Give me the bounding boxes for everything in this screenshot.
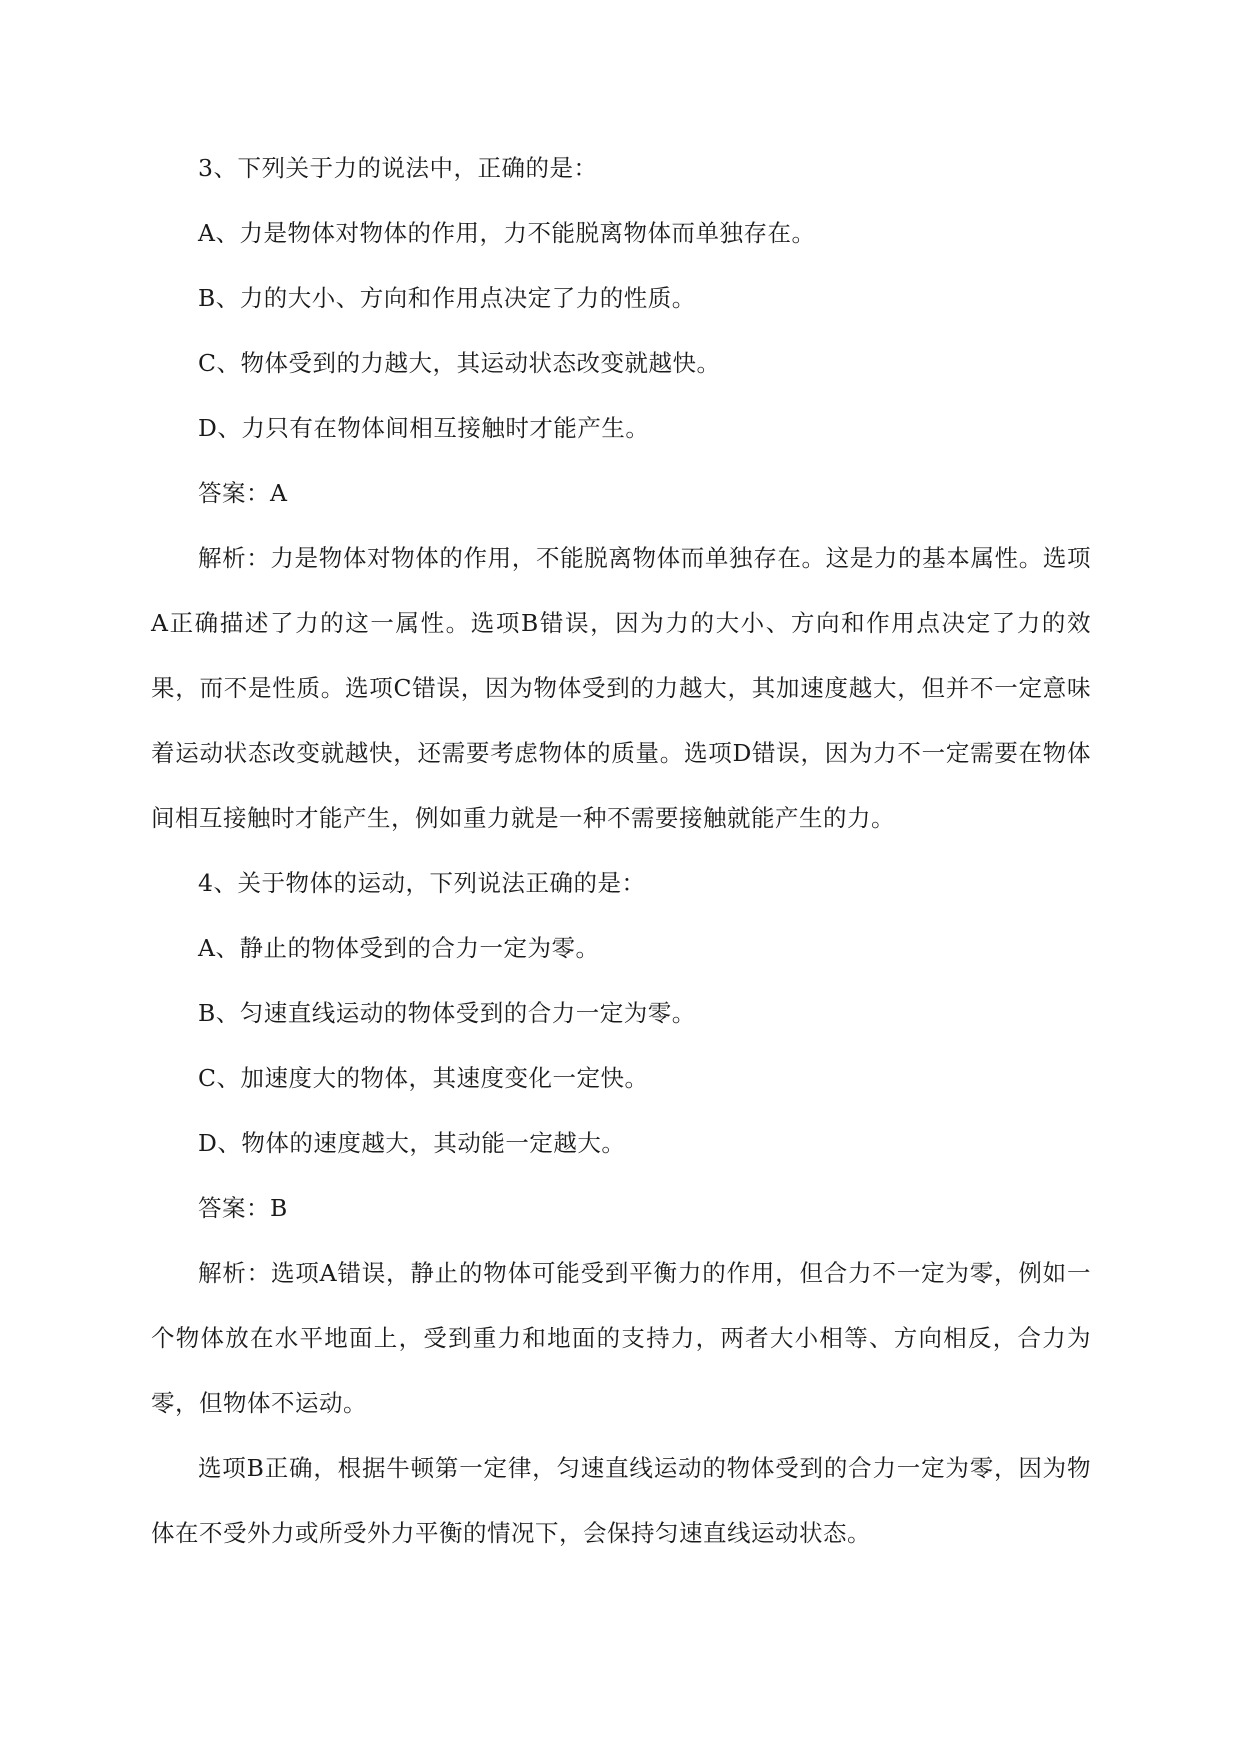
page-content (151, 136, 1091, 1566)
question-4-analysis-1: 解析：选项A错误，静止的物体可能受到平衡力的作用，但合力不一定为零，例如一个物体放在水平地面上，受到重力和地面的支持力，两者大小相等、方向相反，合力为零，但物体不运动。 (151, 1259, 1091, 1417)
question-4-option-a: A、静止的物体受到的合力一定为零。 (198, 934, 600, 962)
question-3-option-d: D、力只有在物体间相互接触时才能产生。 (198, 414, 650, 442)
question-4-answer: 答案：B (198, 1194, 288, 1222)
question-4-stem: 4、关于物体的运动，下列说法正确的是： (198, 869, 646, 897)
question-3-analysis: 解析：力是物体对物体的作用，不能脱离物体而单独存在。这是力的基本属性。选项A正确描述了力的这一属性。选项B错误，因为力的大小、方向和作用点决定了力的效果，而不是性质。选项C错误，因为物体受到的力越大，其加速度越大，但并不一定意味着运动状态改变就越快，还需要考虑物体的质量。选项D错误，因为力不一定需要在物体间相互接触时才能产生，例如重力就是一种不需要接触就能产生的力。 (151, 544, 1091, 832)
question-3-stem: 3、下列关于力的说法中，正确的是： (198, 154, 598, 182)
question-3-option-a: A、力是物体对物体的作用，力不能脱离物体而单独存在。 (198, 219, 816, 247)
question-4-analysis-2: 选项B正确，根据牛顿第一定律，匀速直线运动的物体受到的合力一定为零，因为物体在不受外力或所受外力平衡的情况下，会保持匀速直线运动状态。 (151, 1454, 1091, 1547)
question-4-option-d: D、物体的速度越大，其动能一定越大。 (198, 1129, 626, 1157)
question-4-option-c: C、加速度大的物体，其速度变化一定快。 (198, 1064, 649, 1092)
question-3-option-b: B、力的大小、方向和作用点决定了力的性质。 (198, 284, 696, 312)
question-3-option-c: C、物体受到的力越大，其运动状态改变就越快。 (198, 349, 721, 377)
question-3-answer: 答案：A (198, 479, 288, 507)
question-4-option-b: B、匀速直线运动的物体受到的合力一定为零。 (198, 999, 696, 1027)
